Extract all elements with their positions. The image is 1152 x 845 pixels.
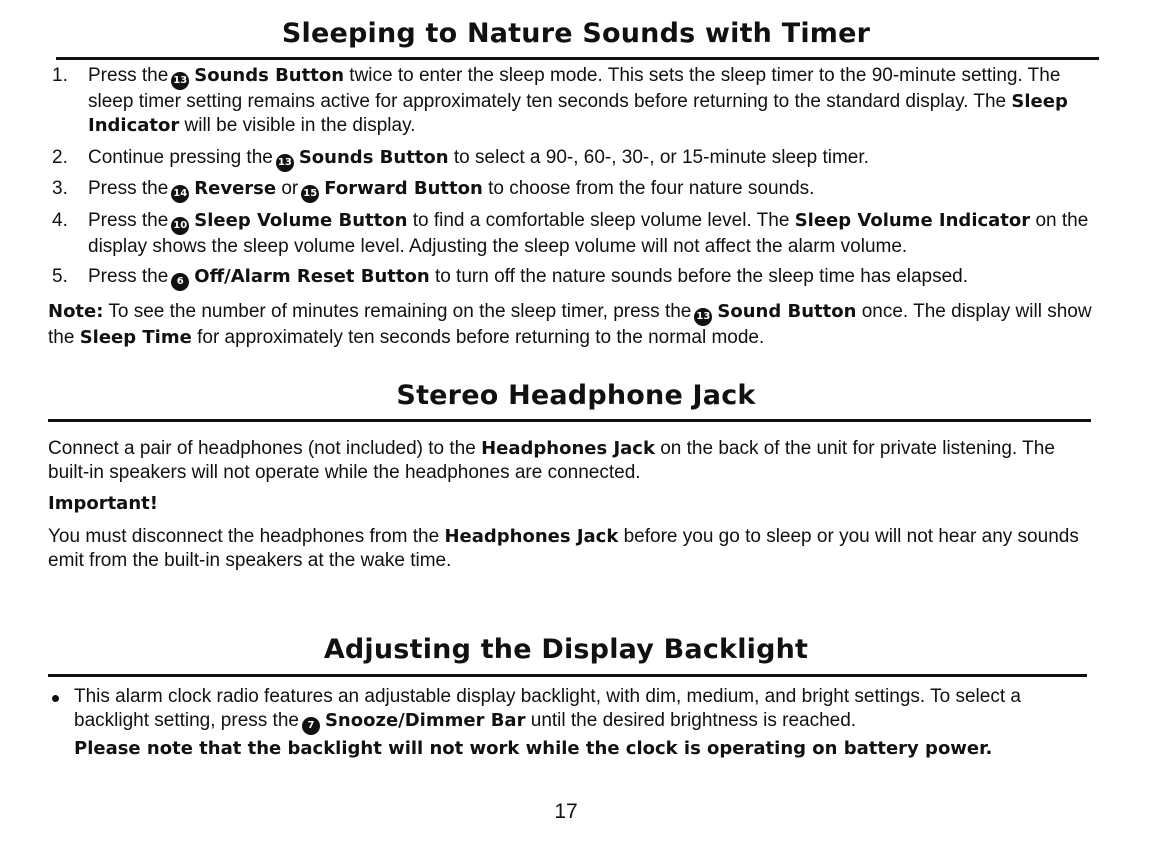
item-text: until the desired brightness is reached.: [530, 710, 857, 731]
item-number: 1.: [52, 65, 68, 86]
note-text: once. The display will show the: [48, 301, 1092, 348]
section-title-backlight: Adjusting the Display Backlight: [323, 634, 809, 665]
button-number-icon: 7: [302, 717, 320, 735]
item-text: Press the: [88, 65, 169, 86]
forward-button-label: Forward Button: [324, 178, 483, 199]
sound-button-label: Sound Button: [717, 301, 857, 322]
bullet-icon: [52, 695, 59, 702]
important-paragraph: [48, 525, 1098, 573]
list-item: [52, 177, 1098, 203]
headphones-jack-label: Headphones Jack: [444, 526, 619, 547]
headphones-jack-label: Headphones Jack: [481, 438, 655, 459]
button-number-icon: 13: [276, 154, 294, 172]
snooze-dimmer-bar-label: Snooze/Dimmer Bar: [324, 710, 526, 731]
item-text: on the display shows the sleep volume level. Adjusting the sleep volume will not affect the alarm volume.: [88, 210, 1089, 257]
section-rule: [48, 674, 1087, 677]
item-text: to choose from the four nature sounds.: [488, 178, 815, 199]
list-item: [52, 685, 1098, 761]
item-text: or: [281, 178, 299, 199]
para-text: before you go to sleep or you will not hear any sounds emit from the built-in speakers at the wake time.: [48, 526, 1079, 571]
important-text: Important!: [48, 493, 158, 514]
item-text: Press the: [88, 266, 169, 287]
list-item: [52, 209, 1098, 259]
reverse-button-label: Reverse: [194, 178, 277, 199]
item-number: 4.: [52, 210, 68, 231]
battery-warning: Please note that the backlight will not work while the clock is operating on battery power.: [74, 738, 993, 759]
button-number-icon: 10: [171, 217, 189, 235]
sleep-volume-indicator-label: Sleep Volume Indicator: [794, 210, 1031, 231]
note-paragraph: [48, 300, 1098, 350]
sleep-volume-button-label: Sleep Volume Button: [194, 210, 408, 231]
section-title-sleep-timer: Sleeping to Nature Sounds with Timer: [281, 18, 871, 49]
list-item: [52, 265, 1098, 291]
section-rule: [48, 419, 1091, 422]
para-text: Connect a pair of headphones (not included) to the: [48, 438, 476, 459]
item-text: Press the: [88, 178, 169, 199]
para-text: You must disconnect the headphones from the: [48, 526, 440, 547]
item-text: to find a comfortable sleep volume level. The: [412, 210, 790, 231]
headphones-paragraph: [48, 437, 1098, 485]
section-title-headphone-jack: Stereo Headphone Jack: [396, 380, 756, 411]
button-number-icon: 15: [301, 185, 319, 203]
item-text: to select a 90-, 60-, 30-, or 15-minute sleep timer.: [453, 147, 869, 168]
page-number: 17: [554, 800, 578, 823]
button-number-icon: 13: [171, 72, 189, 90]
item-number: 2.: [52, 147, 68, 168]
item-text: will be visible in the display.: [184, 115, 416, 136]
item-number: 3.: [52, 178, 68, 199]
list-item: [52, 146, 1098, 172]
item-text: twice to enter the sleep mode. This sets the sleep timer to the 90-minute setting. The sleep timer setting remains active for approximately ten seconds before returning to the standard display. The: [88, 65, 1061, 112]
note-text: for approximately ten seconds before returning to the normal mode.: [197, 327, 765, 348]
sleep-time-label: Sleep Time: [79, 327, 192, 348]
button-number-icon: 6: [171, 273, 189, 291]
sleep-indicator-label: Sleep Indicator: [88, 91, 1068, 136]
note-label: Note:: [48, 301, 104, 322]
sounds-button-label: Sounds Button: [194, 65, 345, 86]
important-label: [48, 492, 1098, 516]
item-number: 5.: [52, 266, 68, 287]
item-text: Continue pressing the: [88, 147, 273, 168]
note-text: To see the number of minutes remaining on the sleep timer, press the: [108, 301, 692, 322]
para-text: on the back of the unit for private listening. The built-in speakers will not operate while the headphones are connected.: [48, 438, 1055, 483]
item-text: Press the: [88, 210, 169, 231]
section-rule: [56, 57, 1099, 60]
sounds-button-label: Sounds Button: [298, 147, 449, 168]
button-number-icon: 13: [694, 308, 712, 326]
button-number-icon: 14: [171, 185, 189, 203]
item-text: to turn off the nature sounds before the sleep time has elapsed.: [434, 266, 968, 287]
item-text: This alarm clock radio features an adjustable display backlight, with dim, medium, and bright settings. To select a backlight setting, press the: [74, 686, 1021, 731]
off-alarm-reset-button-label: Off/Alarm Reset Button: [194, 266, 430, 287]
list-item: [52, 64, 1098, 138]
